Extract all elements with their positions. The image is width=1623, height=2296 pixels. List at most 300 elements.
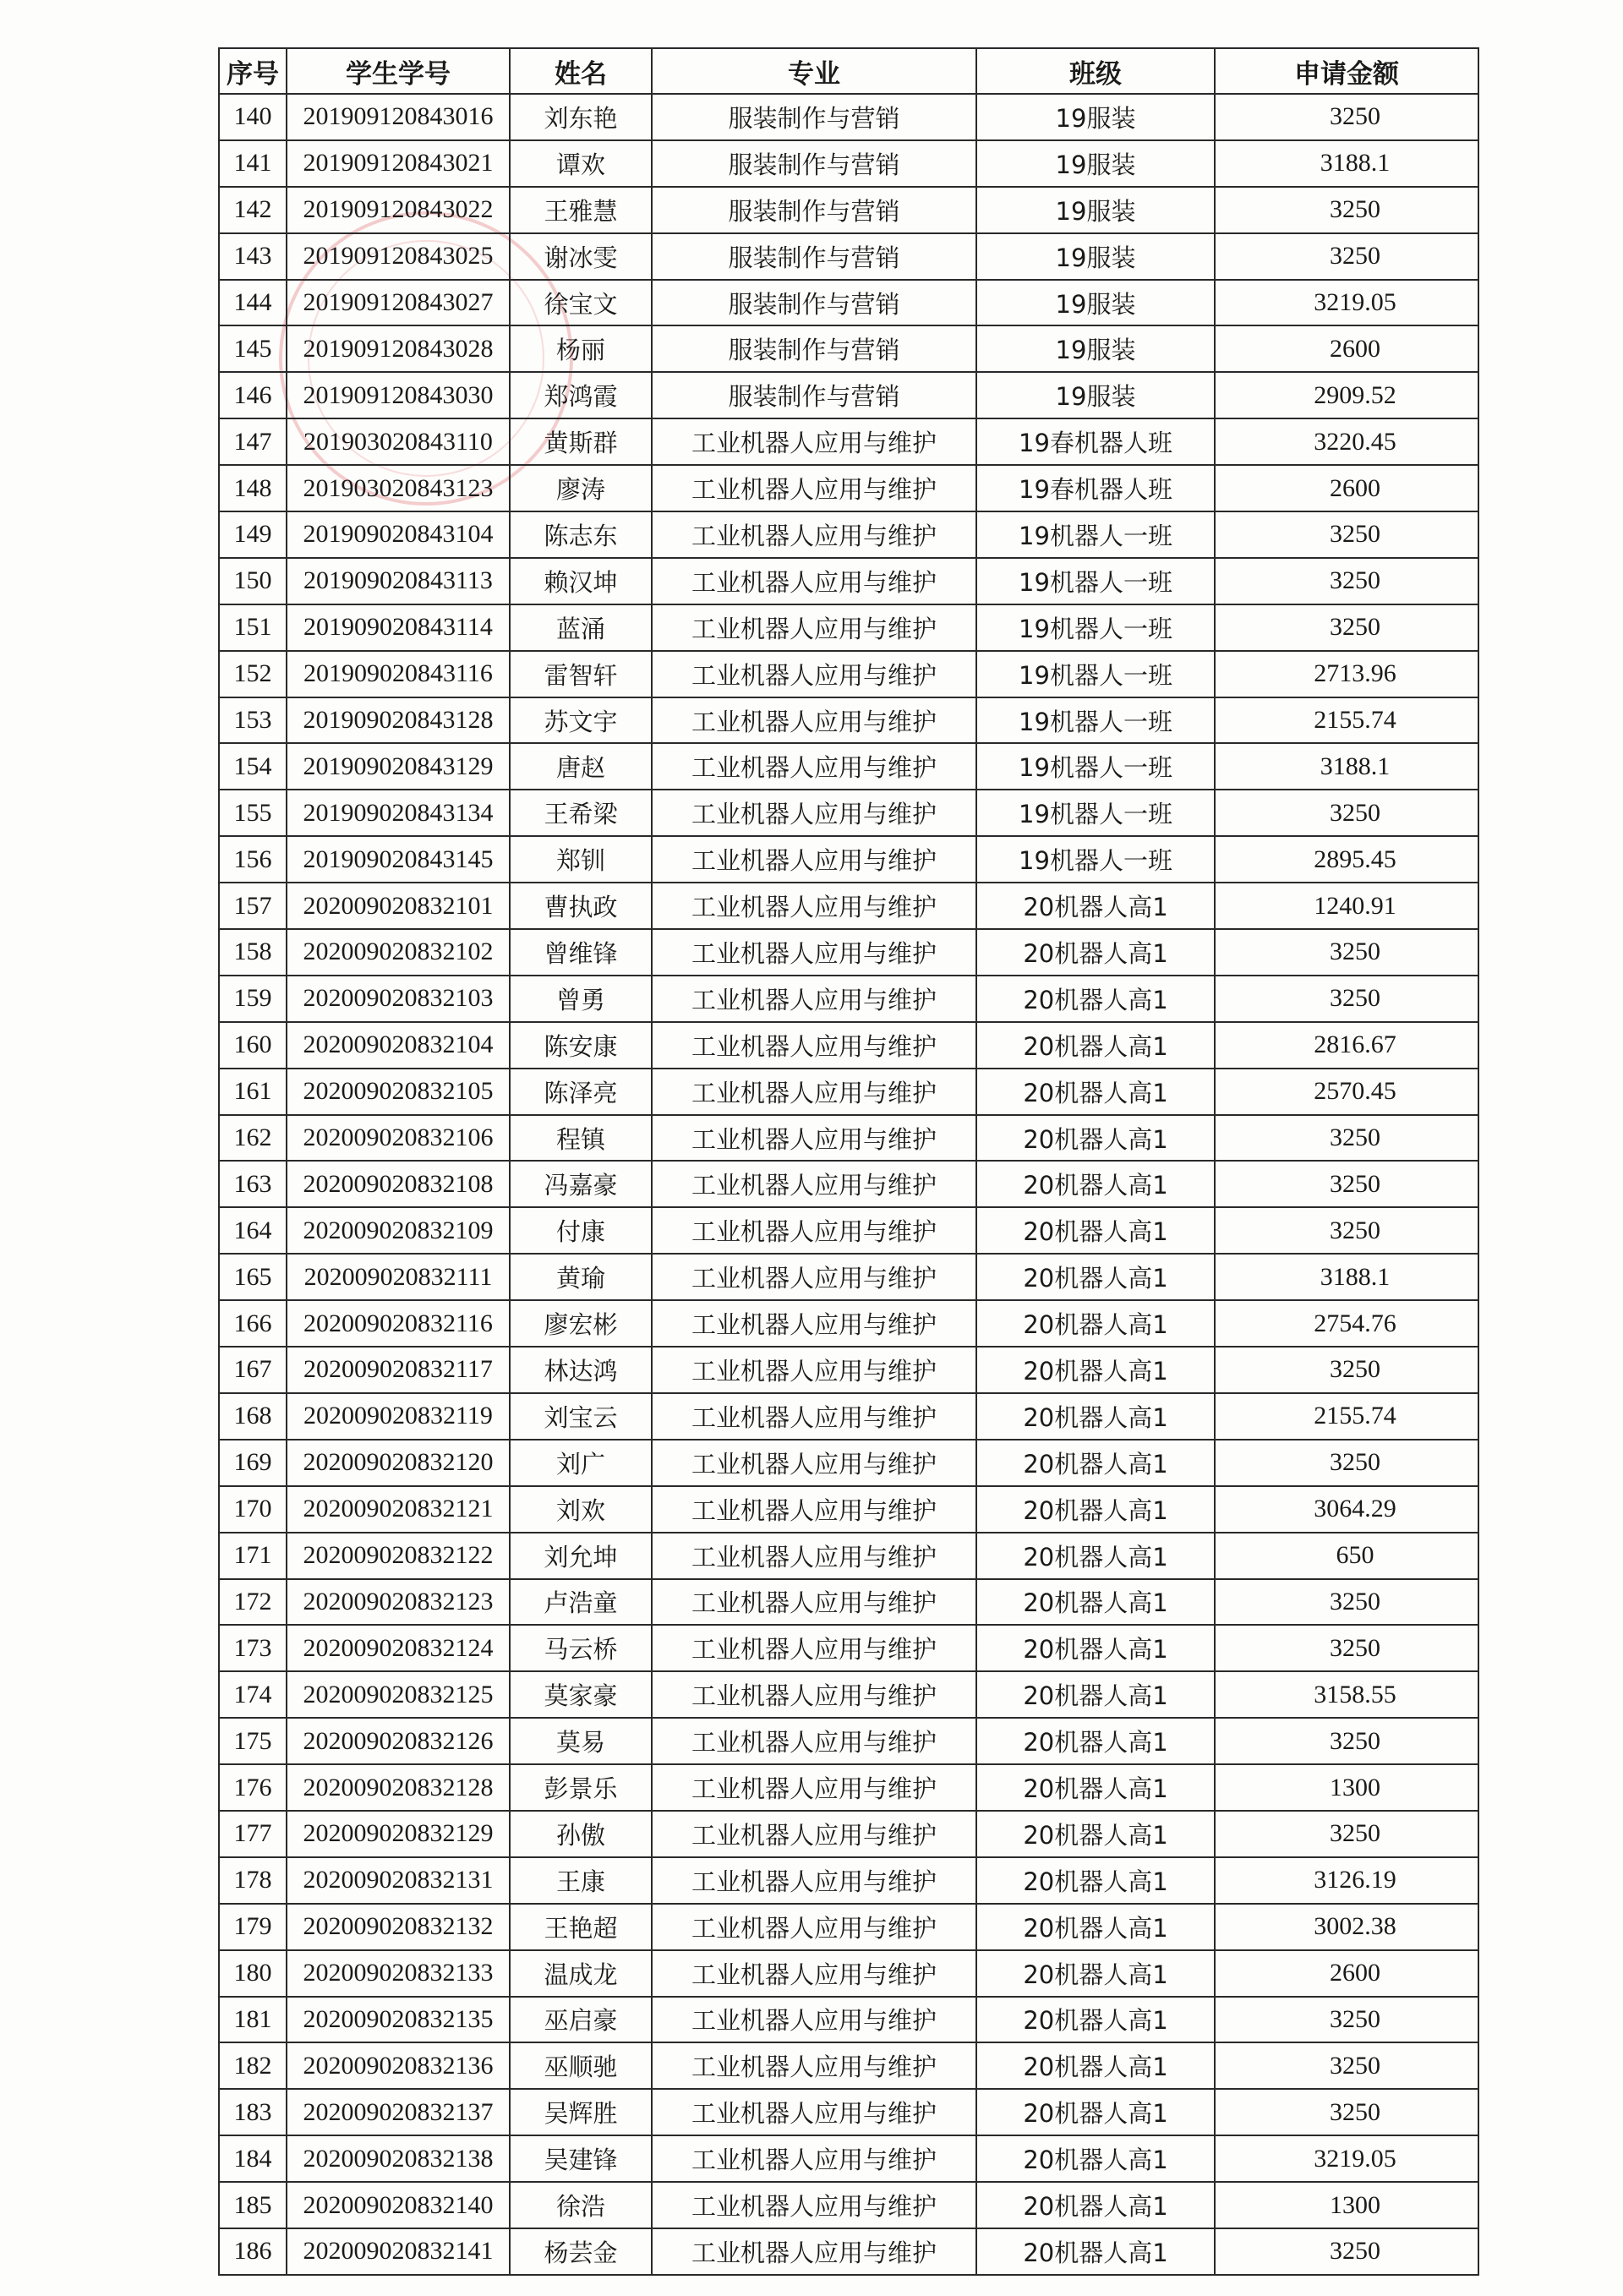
- student-id-cell: 202009020832137: [287, 2089, 510, 2135]
- major-cell: 工业机器人应用与维护: [652, 883, 976, 929]
- class-name-cell: 20机器人高1: [976, 1486, 1215, 1533]
- application-amount-cell: 1300: [1215, 2182, 1478, 2228]
- row-index-cell: 164: [219, 1207, 287, 1254]
- class-name-cell: 20机器人高1: [976, 1300, 1215, 1347]
- application-amount-cell: 3188.1: [1215, 140, 1478, 187]
- table-row: [219, 1811, 1478, 1857]
- student-id-cell: 201909020843114: [287, 604, 510, 651]
- major-cell: 工业机器人应用与维护: [652, 1997, 976, 2043]
- row-index-cell: 153: [219, 697, 287, 744]
- class-name-cell: 20机器人高1: [976, 1671, 1215, 1718]
- class-name-cell: 20机器人高1: [976, 1022, 1215, 1069]
- class-name-cell: 20机器人高1: [976, 1764, 1215, 1811]
- application-amount-cell: 3219.05: [1215, 280, 1478, 326]
- major-cell: 工业机器人应用与维护: [652, 2042, 976, 2089]
- application-amount-cell: 3250: [1215, 1811, 1478, 1857]
- class-name-cell: 19春机器人班: [976, 418, 1215, 465]
- row-index-cell: 140: [219, 94, 287, 140]
- major-cell: 工业机器人应用与维护: [652, 1393, 976, 1440]
- table-row: [219, 1950, 1478, 1997]
- major-cell: 服装制作与营销: [652, 325, 976, 372]
- major-cell: 工业机器人应用与维护: [652, 1857, 976, 1904]
- class-name-cell: 20机器人高1: [976, 2042, 1215, 2089]
- major-cell: 工业机器人应用与维护: [652, 1533, 976, 1579]
- student-id-cell: 202009020832121: [287, 1486, 510, 1533]
- application-amount-cell: 3250: [1215, 2042, 1478, 2089]
- application-amount-cell: 3064.29: [1215, 1486, 1478, 1533]
- student-id-cell: 202009020832136: [287, 2042, 510, 2089]
- class-name-cell: 20机器人高1: [976, 1718, 1215, 1764]
- student-id-cell: 202009020832102: [287, 929, 510, 976]
- student-name-cell: 莫家豪: [510, 1671, 652, 1718]
- class-name-cell: 19机器人一班: [976, 743, 1215, 790]
- row-index-cell: 173: [219, 1625, 287, 1671]
- application-amount-cell: 2895.45: [1215, 836, 1478, 883]
- student-id-cell: 201909020843134: [287, 790, 510, 836]
- row-index-cell: 181: [219, 1997, 287, 2043]
- application-amount-cell: 3250: [1215, 94, 1478, 140]
- student-name-cell: 苏文宇: [510, 697, 652, 744]
- application-amount-cell: 3188.1: [1215, 1254, 1478, 1300]
- major-cell: 工业机器人应用与维护: [652, 1671, 976, 1718]
- table-row: [219, 1486, 1478, 1533]
- student-name-cell: 吴建锋: [510, 2135, 652, 2182]
- student-name-cell: 马云桥: [510, 1625, 652, 1671]
- student-id-cell: 202009020832129: [287, 1811, 510, 1857]
- class-name-cell: 20机器人高1: [976, 1393, 1215, 1440]
- student-name-cell: 温成龙: [510, 1950, 652, 1997]
- student-id-cell: 201909120843030: [287, 372, 510, 418]
- table-row: [219, 325, 1478, 372]
- table-row: [219, 1533, 1478, 1579]
- class-name-cell: 20机器人高1: [976, 1207, 1215, 1254]
- class-name-cell: 20机器人高1: [976, 1254, 1215, 1300]
- student-id-cell: 202009020832109: [287, 1207, 510, 1254]
- student-id-cell: 201909020843116: [287, 651, 510, 697]
- row-index-cell: 169: [219, 1440, 287, 1486]
- student-id-cell: 202009020832140: [287, 2182, 510, 2228]
- application-amount-cell: 1300: [1215, 1764, 1478, 1811]
- table-row: [219, 604, 1478, 651]
- row-index-cell: 183: [219, 2089, 287, 2135]
- header-major: 专业: [652, 48, 976, 94]
- row-index-cell: 145: [219, 325, 287, 372]
- student-name-cell: 曹执政: [510, 883, 652, 929]
- row-index-cell: 152: [219, 651, 287, 697]
- class-name-cell: 19机器人一班: [976, 836, 1215, 883]
- major-cell: 工业机器人应用与维护: [652, 604, 976, 651]
- student-name-cell: 谢冰雯: [510, 233, 652, 280]
- class-name-cell: 20机器人高1: [976, 1533, 1215, 1579]
- student-name-cell: 王希梁: [510, 790, 652, 836]
- table-row: [219, 2042, 1478, 2089]
- application-amount-cell: 2713.96: [1215, 651, 1478, 697]
- row-index-cell: 179: [219, 1904, 287, 1950]
- row-index-cell: 178: [219, 1857, 287, 1904]
- major-cell: 工业机器人应用与维护: [652, 511, 976, 558]
- student-id-cell: 202009020832131: [287, 1857, 510, 1904]
- table-row: [219, 280, 1478, 326]
- major-cell: 工业机器人应用与维护: [652, 1300, 976, 1347]
- row-index-cell: 180: [219, 1950, 287, 1997]
- student-id-cell: 202009020832105: [287, 1069, 510, 1115]
- student-name-cell: 巫启豪: [510, 1997, 652, 2043]
- class-name-cell: 20机器人高1: [976, 1857, 1215, 1904]
- student-id-cell: 201909020843128: [287, 697, 510, 744]
- subsidy-table-container: [218, 47, 1478, 2276]
- application-amount-cell: 2600: [1215, 325, 1478, 372]
- student-name-cell: 林达鸿: [510, 1347, 652, 1393]
- class-name-cell: 19服装: [976, 187, 1215, 233]
- student-name-cell: 程镇: [510, 1115, 652, 1162]
- class-name-cell: 19机器人一班: [976, 651, 1215, 697]
- student-id-cell: 202009020832108: [287, 1161, 510, 1207]
- class-name-cell: 20机器人高1: [976, 2135, 1215, 2182]
- application-amount-cell: 3188.1: [1215, 743, 1478, 790]
- application-amount-cell: 3250: [1215, 558, 1478, 604]
- table-row: [219, 187, 1478, 233]
- student-id-cell: 202009020832106: [287, 1115, 510, 1162]
- student-name-cell: 彭景乐: [510, 1764, 652, 1811]
- table-row: [219, 94, 1478, 140]
- major-cell: 工业机器人应用与维护: [652, 976, 976, 1022]
- student-name-cell: 刘宝云: [510, 1393, 652, 1440]
- row-index-cell: 149: [219, 511, 287, 558]
- major-cell: 工业机器人应用与维护: [652, 1069, 976, 1115]
- application-amount-cell: 3250: [1215, 604, 1478, 651]
- row-index-cell: 174: [219, 1671, 287, 1718]
- application-amount-cell: 3250: [1215, 511, 1478, 558]
- student-name-cell: 杨丽: [510, 325, 652, 372]
- class-name-cell: 20机器人高1: [976, 976, 1215, 1022]
- application-amount-cell: 3250: [1215, 1161, 1478, 1207]
- row-index-cell: 156: [219, 836, 287, 883]
- table-row: [219, 1579, 1478, 1626]
- major-cell: 工业机器人应用与维护: [652, 1115, 976, 1162]
- major-cell: 工业机器人应用与维护: [652, 465, 976, 511]
- student-id-cell: 201909020843104: [287, 511, 510, 558]
- row-index-cell: 148: [219, 465, 287, 511]
- student-name-cell: 王雅慧: [510, 187, 652, 233]
- table-row: [219, 1904, 1478, 1950]
- student-name-cell: 王康: [510, 1857, 652, 1904]
- student-id-cell: 202009020832126: [287, 1718, 510, 1764]
- application-amount-cell: 2600: [1215, 465, 1478, 511]
- class-name-cell: 19机器人一班: [976, 558, 1215, 604]
- row-index-cell: 166: [219, 1300, 287, 1347]
- student-id-cell: 201909020843113: [287, 558, 510, 604]
- student-id-cell: 201909120843027: [287, 280, 510, 326]
- student-id-cell: 201903020843110: [287, 418, 510, 465]
- major-cell: 服装制作与营销: [652, 187, 976, 233]
- class-name-cell: 20机器人高1: [976, 2089, 1215, 2135]
- row-index-cell: 142: [219, 187, 287, 233]
- major-cell: 工业机器人应用与维护: [652, 1950, 976, 1997]
- row-index-cell: 171: [219, 1533, 287, 1579]
- row-index-cell: 147: [219, 418, 287, 465]
- class-name-cell: 19服装: [976, 372, 1215, 418]
- table-row: [219, 743, 1478, 790]
- major-cell: 工业机器人应用与维护: [652, 1625, 976, 1671]
- student-id-cell: 202009020832135: [287, 1997, 510, 2043]
- student-name-cell: 刘允坤: [510, 1533, 652, 1579]
- application-amount-cell: 3250: [1215, 1440, 1478, 1486]
- application-amount-cell: 2816.67: [1215, 1022, 1478, 1069]
- class-name-cell: 20机器人高1: [976, 929, 1215, 976]
- application-amount-cell: 3158.55: [1215, 1671, 1478, 1718]
- class-name-cell: 19机器人一班: [976, 790, 1215, 836]
- application-amount-cell: 3250: [1215, 187, 1478, 233]
- student-name-cell: 冯嘉豪: [510, 1161, 652, 1207]
- header-amount: 申请金额: [1215, 48, 1478, 94]
- class-name-cell: 19服装: [976, 140, 1215, 187]
- class-name-cell: 19服装: [976, 94, 1215, 140]
- class-name-cell: 19机器人一班: [976, 697, 1215, 744]
- row-index-cell: 167: [219, 1347, 287, 1393]
- class-name-cell: 20机器人高1: [976, 1115, 1215, 1162]
- student-name-cell: 廖涛: [510, 465, 652, 511]
- class-name-cell: 20机器人高1: [976, 1625, 1215, 1671]
- major-cell: 服装制作与营销: [652, 94, 976, 140]
- student-id-cell: 202009020832133: [287, 1950, 510, 1997]
- application-amount-cell: 3250: [1215, 233, 1478, 280]
- student-name-cell: 杨芸金: [510, 2228, 652, 2275]
- class-name-cell: 20机器人高1: [976, 1950, 1215, 1997]
- class-name-cell: 20机器人高1: [976, 1347, 1215, 1393]
- row-index-cell: 182: [219, 2042, 287, 2089]
- application-amount-cell: 650: [1215, 1533, 1478, 1579]
- student-id-cell: 202009020832132: [287, 1904, 510, 1950]
- table-row: [219, 1115, 1478, 1162]
- major-cell: 工业机器人应用与维护: [652, 1161, 976, 1207]
- application-amount-cell: 3250: [1215, 1625, 1478, 1671]
- application-amount-cell: 3250: [1215, 1718, 1478, 1764]
- table-row: [219, 1440, 1478, 1486]
- class-name-cell: 20机器人高1: [976, 1579, 1215, 1626]
- row-index-cell: 159: [219, 976, 287, 1022]
- student-id-cell: 201909120843028: [287, 325, 510, 372]
- row-index-cell: 186: [219, 2228, 287, 2275]
- student-name-cell: 黄瑜: [510, 1254, 652, 1300]
- table-row: [219, 2228, 1478, 2275]
- table-row: [219, 418, 1478, 465]
- student-name-cell: 刘欢: [510, 1486, 652, 1533]
- student-name-cell: 刘广: [510, 1440, 652, 1486]
- student-name-cell: 雷智轩: [510, 651, 652, 697]
- student-name-cell: 王艳超: [510, 1904, 652, 1950]
- row-index-cell: 158: [219, 929, 287, 976]
- student-id-cell: 201909020843145: [287, 836, 510, 883]
- student-name-cell: 郑钏: [510, 836, 652, 883]
- class-name-cell: 20机器人高1: [976, 1997, 1215, 2043]
- row-index-cell: 151: [219, 604, 287, 651]
- major-cell: 工业机器人应用与维护: [652, 1254, 976, 1300]
- student-name-cell: 赖汉坤: [510, 558, 652, 604]
- student-name-cell: 陈泽亮: [510, 1069, 652, 1115]
- major-cell: 工业机器人应用与维护: [652, 1811, 976, 1857]
- major-cell: 工业机器人应用与维护: [652, 651, 976, 697]
- student-name-cell: 莫易: [510, 1718, 652, 1764]
- class-name-cell: 20机器人高1: [976, 1904, 1215, 1950]
- table-row: [219, 1718, 1478, 1764]
- row-index-cell: 155: [219, 790, 287, 836]
- major-cell: 工业机器人应用与维护: [652, 697, 976, 744]
- row-index-cell: 168: [219, 1393, 287, 1440]
- student-name-cell: 曾勇: [510, 976, 652, 1022]
- table-row: [219, 1857, 1478, 1904]
- row-index-cell: 157: [219, 883, 287, 929]
- student-id-cell: 202009020832125: [287, 1671, 510, 1718]
- student-id-cell: 202009020832123: [287, 1579, 510, 1626]
- major-cell: 服装制作与营销: [652, 372, 976, 418]
- table-row: [219, 976, 1478, 1022]
- application-amount-cell: 3250: [1215, 1207, 1478, 1254]
- class-name-cell: 19服装: [976, 233, 1215, 280]
- header-class: 班级: [976, 48, 1215, 94]
- class-name-cell: 20机器人高1: [976, 2182, 1215, 2228]
- class-name-cell: 20机器人高1: [976, 883, 1215, 929]
- student-id-cell: 201909120843022: [287, 187, 510, 233]
- major-cell: 服装制作与营销: [652, 280, 976, 326]
- major-cell: 工业机器人应用与维护: [652, 2228, 976, 2275]
- row-index-cell: 154: [219, 743, 287, 790]
- student-id-cell: 202009020832128: [287, 1764, 510, 1811]
- class-name-cell: 19机器人一班: [976, 604, 1215, 651]
- major-cell: 工业机器人应用与维护: [652, 2135, 976, 2182]
- application-amount-cell: 2155.74: [1215, 1393, 1478, 1440]
- table-row: [219, 1069, 1478, 1115]
- row-index-cell: 175: [219, 1718, 287, 1764]
- application-amount-cell: 2600: [1215, 1950, 1478, 1997]
- class-name-cell: 19服装: [976, 280, 1215, 326]
- class-name-cell: 20机器人高1: [976, 1811, 1215, 1857]
- student-name-cell: 刘东艳: [510, 94, 652, 140]
- student-id-cell: 202009020832120: [287, 1440, 510, 1486]
- student-id-cell: 202009020832141: [287, 2228, 510, 2275]
- class-name-cell: 19服装: [976, 325, 1215, 372]
- table-row: [219, 372, 1478, 418]
- table-row: [219, 1300, 1478, 1347]
- student-id-cell: 202009020832124: [287, 1625, 510, 1671]
- major-cell: 工业机器人应用与维护: [652, 1207, 976, 1254]
- row-index-cell: 150: [219, 558, 287, 604]
- major-cell: 工业机器人应用与维护: [652, 1904, 976, 1950]
- student-name-cell: 徐浩: [510, 2182, 652, 2228]
- table-row: [219, 1161, 1478, 1207]
- student-name-cell: 陈志东: [510, 511, 652, 558]
- class-name-cell: 19春机器人班: [976, 465, 1215, 511]
- major-cell: 工业机器人应用与维护: [652, 2182, 976, 2228]
- table-row: [219, 883, 1478, 929]
- student-id-cell: 202009020832138: [287, 2135, 510, 2182]
- student-name-cell: 廖宏彬: [510, 1300, 652, 1347]
- student-name-cell: 曾维锋: [510, 929, 652, 976]
- application-amount-cell: 3250: [1215, 1115, 1478, 1162]
- student-id-cell: 202009020832101: [287, 883, 510, 929]
- major-cell: 工业机器人应用与维护: [652, 1579, 976, 1626]
- major-cell: 工业机器人应用与维护: [652, 1440, 976, 1486]
- student-name-cell: 吴辉胜: [510, 2089, 652, 2135]
- application-amount-cell: 2909.52: [1215, 372, 1478, 418]
- student-name-cell: 谭欢: [510, 140, 652, 187]
- application-amount-cell: 3250: [1215, 2228, 1478, 2275]
- major-cell: 工业机器人应用与维护: [652, 929, 976, 976]
- table-row: [219, 140, 1478, 187]
- table-row: [219, 651, 1478, 697]
- header-name: 姓名: [510, 48, 652, 94]
- table-row: [219, 233, 1478, 280]
- application-amount-cell: 3250: [1215, 929, 1478, 976]
- table-row: [219, 2182, 1478, 2228]
- student-id-cell: 202009020832117: [287, 1347, 510, 1393]
- student-name-cell: 唐赵: [510, 743, 652, 790]
- application-amount-cell: 3250: [1215, 976, 1478, 1022]
- row-index-cell: 185: [219, 2182, 287, 2228]
- table-row: [219, 2135, 1478, 2182]
- application-amount-cell: 3002.38: [1215, 1904, 1478, 1950]
- table-row: [219, 1764, 1478, 1811]
- student-id-cell: 201909020843129: [287, 743, 510, 790]
- row-index-cell: 143: [219, 233, 287, 280]
- application-amount-cell: 3250: [1215, 2089, 1478, 2135]
- student-name-cell: 巫顺驰: [510, 2042, 652, 2089]
- application-amount-cell: 3219.05: [1215, 2135, 1478, 2182]
- application-amount-cell: 2754.76: [1215, 1300, 1478, 1347]
- student-id-cell: 202009020832122: [287, 1533, 510, 1579]
- student-name-cell: 徐宝文: [510, 280, 652, 326]
- table-row: [219, 929, 1478, 976]
- table-row: [219, 558, 1478, 604]
- class-name-cell: 20机器人高1: [976, 1069, 1215, 1115]
- student-id-cell: 201909120843025: [287, 233, 510, 280]
- major-cell: 工业机器人应用与维护: [652, 1486, 976, 1533]
- application-amount-cell: 1240.91: [1215, 883, 1478, 929]
- student-id-cell: 202009020832116: [287, 1300, 510, 1347]
- table-body: [219, 94, 1478, 2275]
- row-index-cell: 165: [219, 1254, 287, 1300]
- student-id-cell: 202009020832119: [287, 1393, 510, 1440]
- major-cell: 工业机器人应用与维护: [652, 1718, 976, 1764]
- major-cell: 工业机器人应用与维护: [652, 1764, 976, 1811]
- class-name-cell: 20机器人高1: [976, 1440, 1215, 1486]
- application-amount-cell: 3220.45: [1215, 418, 1478, 465]
- row-index-cell: 184: [219, 2135, 287, 2182]
- row-index-cell: 163: [219, 1161, 287, 1207]
- student-id-cell: 201909120843021: [287, 140, 510, 187]
- major-cell: 工业机器人应用与维护: [652, 790, 976, 836]
- major-cell: 工业机器人应用与维护: [652, 558, 976, 604]
- major-cell: 工业机器人应用与维护: [652, 1347, 976, 1393]
- table-row: [219, 511, 1478, 558]
- student-name-cell: 蓝涌: [510, 604, 652, 651]
- row-index-cell: 146: [219, 372, 287, 418]
- major-cell: 工业机器人应用与维护: [652, 418, 976, 465]
- table-row: [219, 1347, 1478, 1393]
- table-row: [219, 790, 1478, 836]
- student-id-cell: 201903020843123: [287, 465, 510, 511]
- application-amount-cell: 3250: [1215, 1347, 1478, 1393]
- class-name-cell: 19机器人一班: [976, 511, 1215, 558]
- student-id-cell: 201909120843016: [287, 94, 510, 140]
- student-name-cell: 卢浩童: [510, 1579, 652, 1626]
- table-row: [219, 1393, 1478, 1440]
- row-index-cell: 162: [219, 1115, 287, 1162]
- major-cell: 工业机器人应用与维护: [652, 743, 976, 790]
- class-name-cell: 20机器人高1: [976, 1161, 1215, 1207]
- table-row: [219, 1207, 1478, 1254]
- table-row: [219, 1022, 1478, 1069]
- major-cell: 工业机器人应用与维护: [652, 1022, 976, 1069]
